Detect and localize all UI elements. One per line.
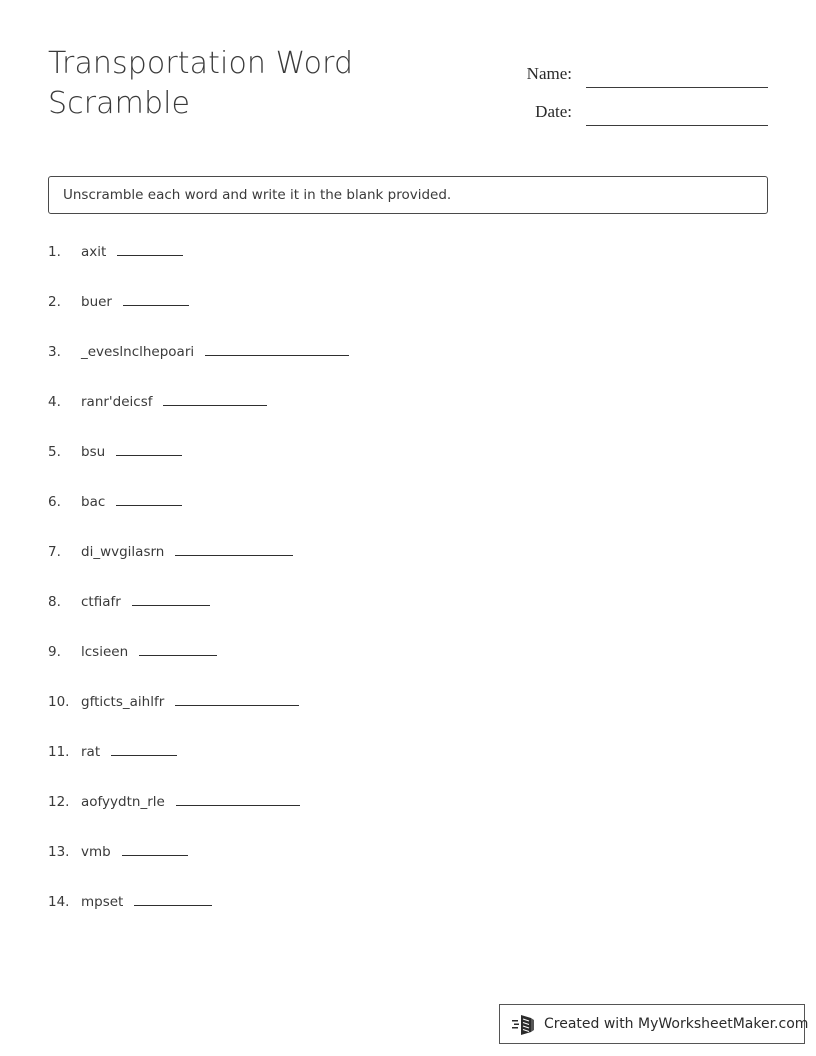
instructions-box	[48, 176, 768, 214]
answer-blank[interactable]	[139, 642, 217, 656]
scramble-item-row	[48, 292, 768, 310]
scramble-item	[48, 492, 768, 542]
date-row	[478, 88, 768, 126]
answer-blank[interactable]	[116, 492, 182, 506]
scramble-item-row	[48, 642, 768, 660]
item-number: 2.	[48, 294, 61, 310]
item-number: 10.	[48, 694, 70, 710]
item-number: 9.	[48, 644, 61, 660]
scramble-item-row	[48, 242, 768, 260]
scramble-item-row	[48, 842, 768, 860]
item-number: 5.	[48, 444, 61, 460]
name-label: Name:	[526, 64, 572, 83]
scrambled-word: gfticts_aihlfr	[81, 694, 165, 710]
scrambled-word: ranr'deicsf	[81, 394, 153, 410]
scramble-item	[48, 242, 768, 292]
footer-badge-label: Created with MyWorksheetMaker.com	[544, 1016, 809, 1032]
name-row	[478, 50, 768, 88]
scramble-item-list	[48, 242, 768, 942]
answer-blank[interactable]	[116, 442, 182, 456]
answer-blank[interactable]	[117, 242, 183, 256]
scramble-item	[48, 892, 768, 942]
item-number: 14.	[48, 894, 70, 910]
item-number: 7.	[48, 544, 61, 560]
instructions-text: Unscramble each word and write it in the blank provided.	[63, 187, 452, 203]
item-number: 12.	[48, 794, 70, 810]
item-number: 11.	[48, 744, 70, 760]
item-number: 13.	[48, 844, 70, 860]
worksheet-header	[48, 44, 768, 140]
scramble-item	[48, 692, 768, 742]
scrambled-word: di_wvgilasrn	[81, 544, 165, 560]
item-number: 1.	[48, 244, 61, 260]
scrambled-word: _eveslnclhepoari	[81, 344, 195, 360]
item-number: 4.	[48, 394, 61, 410]
scramble-item	[48, 742, 768, 792]
answer-blank[interactable]	[132, 592, 210, 606]
name-input-line[interactable]	[586, 65, 768, 88]
scramble-item	[48, 542, 768, 592]
scramble-item-row	[48, 792, 768, 810]
scrambled-word: aofyydtn_rle	[81, 794, 165, 810]
answer-blank[interactable]	[176, 792, 300, 806]
answer-blank[interactable]	[123, 292, 189, 306]
scramble-item-row	[48, 392, 768, 410]
item-number: 6.	[48, 494, 61, 510]
scramble-item	[48, 592, 768, 642]
scramble-item-row	[48, 542, 768, 560]
scramble-item	[48, 792, 768, 842]
answer-blank[interactable]	[134, 892, 212, 906]
page-title: Transportation Word Scramble	[48, 46, 354, 121]
date-label: Date:	[535, 102, 572, 121]
scramble-item-row	[48, 692, 768, 710]
scramble-item	[48, 292, 768, 342]
scramble-item-row	[48, 492, 768, 510]
scramble-item-row	[48, 592, 768, 610]
name-date-block	[478, 50, 768, 126]
date-input-line[interactable]	[586, 103, 768, 126]
scramble-item-row	[48, 742, 768, 760]
answer-blank[interactable]	[175, 542, 293, 556]
item-number: 8.	[48, 594, 61, 610]
scramble-item-row	[48, 892, 768, 910]
scrambled-word: rat	[81, 744, 101, 760]
scrambled-word: axit	[81, 244, 107, 260]
scrambled-word: bac	[81, 494, 106, 510]
answer-blank[interactable]	[163, 392, 267, 406]
scramble-item	[48, 342, 768, 392]
scrambled-word: bsu	[81, 444, 106, 460]
scrambled-word: ctfiafr	[81, 594, 121, 610]
scramble-item-row	[48, 342, 768, 360]
worksheet-maker-logo-icon	[511, 1011, 537, 1037]
scrambled-word: lcsieen	[81, 644, 129, 660]
scramble-item	[48, 642, 768, 692]
scrambled-word: mpset	[81, 894, 124, 910]
answer-blank[interactable]	[175, 692, 299, 706]
scramble-item	[48, 442, 768, 492]
scramble-item-row	[48, 442, 768, 460]
scramble-item	[48, 842, 768, 892]
answer-blank[interactable]	[111, 742, 177, 756]
answer-blank[interactable]	[122, 842, 188, 856]
item-number: 3.	[48, 344, 61, 360]
scramble-item	[48, 392, 768, 442]
scrambled-word: vmb	[81, 844, 111, 860]
scrambled-word: buer	[81, 294, 112, 310]
footer-badge[interactable]	[499, 1004, 809, 1044]
answer-blank[interactable]	[205, 342, 349, 356]
